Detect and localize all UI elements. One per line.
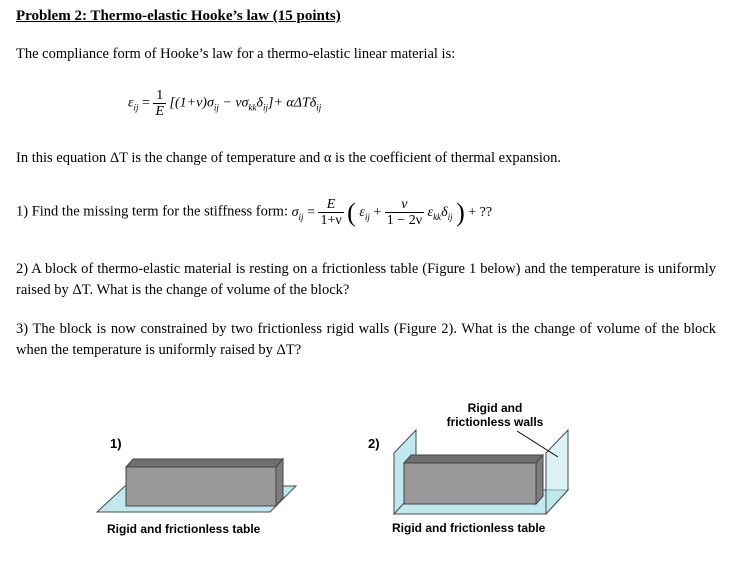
eq1-bracket-close: ] xyxy=(267,95,274,111)
q1-frac2-num: ν xyxy=(385,197,424,213)
eq1-fraction xyxy=(153,88,166,119)
q1-delta-sub: ij xyxy=(447,211,453,222)
eq1-frac-den: E xyxy=(155,104,165,119)
q1-frac1-den: 1+ν xyxy=(320,213,342,228)
eq1-tail: + αΔTδ xyxy=(273,95,317,111)
figure-2-walls-caption xyxy=(440,401,550,429)
fig2-pointer-line xyxy=(517,431,558,457)
eq1-bracket-open: [(1+ν)σ xyxy=(169,95,214,111)
explanation-text: In this equation ΔT is the change of temperature and α is the coefficient of thermal expansion. xyxy=(16,150,562,166)
q1-eps-kk: ε xyxy=(427,204,434,220)
eq1-delta: δ xyxy=(256,95,263,111)
q1-sigma: σ xyxy=(291,204,299,220)
q1-sigma-sub: ij xyxy=(298,211,304,222)
q1-frac2-den: 1 − 2ν xyxy=(386,213,423,228)
q1-eps: ε xyxy=(359,204,365,220)
question-1 xyxy=(16,197,492,228)
q1-fraction-2 xyxy=(385,197,424,228)
figure-1-caption: Rigid and frictionless table xyxy=(107,522,261,536)
fig1-block-top xyxy=(126,459,283,467)
q1-frac1-num: E xyxy=(318,197,343,213)
problem-title: Problem 2: Thermo-elastic Hooke’s law (15 points) xyxy=(16,8,341,24)
fig1-block-front xyxy=(126,467,276,506)
eq1-tail-sub: ij xyxy=(316,102,322,113)
q1-tail: + ?? xyxy=(468,204,493,220)
q1-close-paren: ) xyxy=(456,197,465,227)
q1-delta: δ xyxy=(441,204,448,220)
eq1-sub-ij: ij xyxy=(213,102,219,113)
figures-illustration xyxy=(0,380,738,586)
eq1-sub-ij2: ij xyxy=(262,102,268,113)
eq1-equals: = xyxy=(142,95,150,111)
question-2: 2) A block of thermo-elastic material is resting on a frictionless table (Figure 1 below) and the temperature is uniformly raised by ΔT. What is the change of volume of the block? xyxy=(16,261,716,298)
fig2-block-side xyxy=(536,455,543,504)
compliance-equation xyxy=(128,88,321,119)
figure-2-label: 2) xyxy=(368,436,380,451)
eq1-sub-kk: kk xyxy=(248,102,257,113)
q1-fraction-1 xyxy=(318,197,343,228)
fig2-block-front xyxy=(404,463,536,504)
figure-1-label: 1) xyxy=(110,436,122,451)
eq1-frac-num: 1 xyxy=(153,88,166,104)
walls-caption-line1: Rigid and xyxy=(467,401,523,415)
q1-open-paren: ( xyxy=(347,197,356,227)
figure-2-caption: Rigid and frictionless table xyxy=(392,521,546,535)
fig1-block-side xyxy=(276,459,283,506)
q1-eps-sub: ij xyxy=(364,211,370,222)
fig2-block-top xyxy=(404,455,543,463)
fig2-right-wall xyxy=(546,430,568,514)
q1-eps-kk-sub: kk xyxy=(433,211,442,222)
q1-text: 1) Find the missing term for the stiffness form: xyxy=(16,203,292,220)
eq1-lhs-sub: ij xyxy=(133,102,139,113)
intro-text: The compliance form of Hooke’s law for a thermo-elastic linear material is: xyxy=(16,46,456,62)
q1-plus: + xyxy=(373,204,382,220)
question-3: 3) The block is now constrained by two frictionless rigid walls (Figure 2). What is the change of volume of the block when the temperature is uniformly raised by ΔT? xyxy=(16,321,716,358)
q1-equals: = xyxy=(307,204,315,220)
eq1-lhs: ε xyxy=(128,95,134,111)
walls-caption-line2: frictionless walls xyxy=(446,415,544,429)
eq1-minus: − νσ xyxy=(218,95,249,111)
